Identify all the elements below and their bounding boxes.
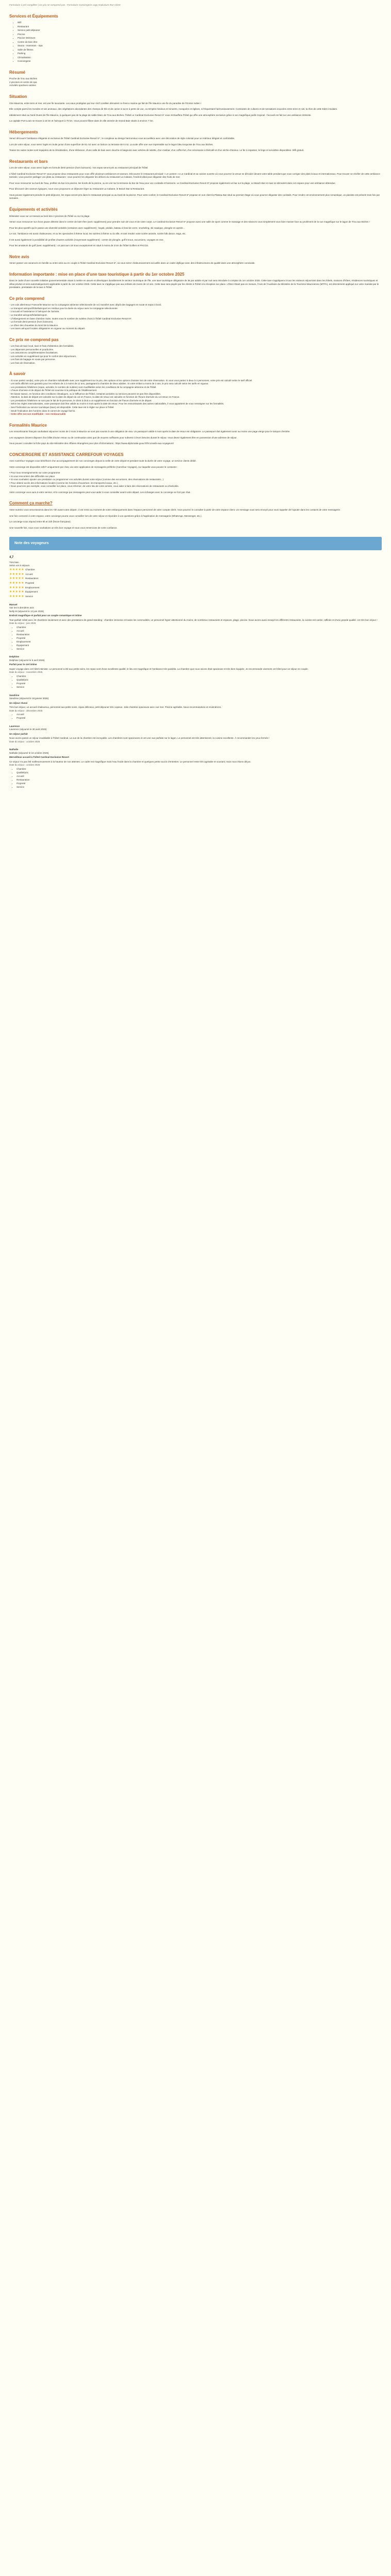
situation-p2: Elle compte parmi les mondes et ses animaux, des végétations abondantes des champs de thé et de canne à sucre à perte de vue, ou temples hindous et minarets, mosquées et églises, si fréquentant harmonieusement. Contrastes de cultures et de sensations inoucées entre terre et ciel, la rêve de cette Eden insulaire. xyxy=(9,108,338,111)
review-date: Date du séjour : juin 2026 xyxy=(9,622,36,625)
savoir-list xyxy=(9,379,382,413)
equip-p4: Le soir, l'ambiance est aussi chaleureuse, et ou les spectacles à thème local, les soirées à thème ou la ville, et tant rendez votre soirée animée, soirée folk dance, sega, etc. xyxy=(9,232,186,235)
review-criteria xyxy=(9,713,382,720)
star-rating-icon: ★★★★★ xyxy=(9,590,25,594)
savoir-item: - Seul l'indication au service touristique (taxe) est disponible. Cette taxe est à régler sur place à l'hôtel. xyxy=(9,405,115,409)
formalites-p2: Les voyageurs doivent disposer d'un billet d'avion retour ou de continuation ainsi que de moyens suffisants pour subvenir à leurs besoins durant le séjour. Vous devez également être en possession d'une adresse de séjour. xyxy=(9,436,237,439)
exclus-item: - Les assurances complémentaires facultatives. xyxy=(9,351,58,354)
savoir-item: - Si vous partez seul(e), votre prix en chambre individuelle avec une supplément sur le prix, des options et les options choisies lors de votre réservation. Si vous vous partez à deux à 4 personnes, votre pris est calculé selon le tarif officiel. xyxy=(9,379,253,382)
review-text: Nous avons passé un séjour inoubliable à l'hôtel Cardinal. La vue de la chambre est incroyable. Les chambres sont spacieuses et ont une vue parfaite sur le lagon. Le personnel est très attentionné, la cuisine excellente. À recommander les yeux fermés ! xyxy=(9,737,270,740)
savoir-item: - L'heure d'arrivée et de départ de l'hôtel est soumise à la politique de l'établissement. xyxy=(9,389,97,392)
overall-score: 4,7 xyxy=(9,556,14,560)
review-criterion: • Propreté xyxy=(17,717,382,720)
inclus-item: - Les taxes aéroport locales obligatoires en vigueur au moment du départ. xyxy=(9,327,86,330)
equip-title: Équipements et activités xyxy=(9,207,58,212)
howto-link[interactable]: Comment ça marche? xyxy=(9,501,53,506)
savoir-item: - Les tarifs affichés sont garantis pour les enfants de 2 à moins de 12 ans, partageant la chambre de deux adultes. Si votre enfant a moins de 2 ans, le prix sera calculé selon les tarifs en vigueur. xyxy=(9,382,209,385)
criterion-label: Restauration xyxy=(25,577,39,580)
criterion-label: Service xyxy=(25,595,33,598)
review-card xyxy=(9,603,382,651)
service-item: • Wifi xyxy=(18,21,382,25)
hebergement-p2: Lors de votre séjour, vous serez logés en Suite junior d'une superficie de 51 m2 avec un balcon ou terrasse de 6 m2. La suite offre une vue imprenable sur le lagon bleu turquoise de Trou aux Biches. xyxy=(9,143,214,146)
tax-info-p1: Dans le cadre d'une nouvelle initiative gouvernementale visant à mettre en œuvre et développer durablement le secteur touristique de l'île, une taxe touristique obligatoire de 3€ par adulte et par nuit sera introduite à compter du 1er octobre 2025. Cette taxe s'appliquera à tous les visiteurs séjournant dans les hôtels, maisons d'hôtes, résidences touristiques et villas privées et sera automatiquement applicable à partir du 1er octobre 2025. Cette taxe ne s'applique pas aux enfants de moins de 12 ans. Cette taxe sera payée par les clients à l'hôtel à la réception sur place. L'État n'étant pas en mesure, l'Avis de l'Auxiliaire du Ministère de la Tourisme Mauricienne (MTPA), est directement appliqué sur votre mandat par le prestataire, prestataire de la taxe à l'hôtel. xyxy=(9,279,379,289)
criterion-row xyxy=(9,581,382,586)
concierge-item: • Si vous rencontrez des difficultés sur place xyxy=(9,474,55,478)
criterion-label: Équipement xyxy=(25,590,38,594)
resume-item: 2 piscines et centre de spa xyxy=(9,80,37,83)
review-title: Merveilleux accueil à l'hôtel Cardinal Exclusive Resort xyxy=(9,756,69,759)
review-criteria xyxy=(9,626,382,651)
review-date: Date du séjour : octobre 2025 xyxy=(9,740,40,743)
review-criterion: • Chambre xyxy=(17,675,382,679)
concierge-item: • Pour tous renseignements sur votre programme xyxy=(9,471,60,474)
criterion-row xyxy=(9,586,382,590)
situation-p4: La capitale Port-Louis se trouve à 15 km et l'aéroport à 70 km. Vous pouvez flâner dans le ville animée de Grand Baie située à environ 7 km. xyxy=(9,120,154,123)
howto-title xyxy=(9,500,382,506)
review-criterion: • Accueil xyxy=(17,713,382,717)
page xyxy=(9,0,382,798)
exclus-item: - Les frais de taxe local, taxe et frais d'obtention des formalités. xyxy=(9,345,74,348)
star-rating-icon: ★★★★★ xyxy=(9,586,25,589)
notes-p1: Venez passer vos vacances en famille ou entre amis au en couple à l'hôtel Cardinal Exclusive Resort 5*, où vous serez chaleureusement accueillis dans un cadre idyllique avec des infrastructures de qualité dans une atmosphère conviviale. xyxy=(9,262,255,265)
hebergement-p3: Toutes les suites toutes sont équipées de la climatisation, d'une télévision, d'une salle de bain avec douche et baignoire avec articles de toilette, d'un minibar, d'un coffre-fort, d'un nécessaire à thé/café et d'un sèche-cheveux. Le fer à repasser, le linge et serviettes disponibles. Wifi gratuit. xyxy=(9,149,304,152)
review-criteria xyxy=(9,675,382,689)
exclus-item: - Les activités en supplément qui pour le confort des séjourneurs. xyxy=(9,354,77,358)
savoir-alert: - Cette offre est non modifiable - non remboursable xyxy=(9,413,66,416)
review-author: Delphine xyxy=(9,655,20,658)
review-author: Laurence xyxy=(9,724,20,727)
breadcrumb: Formulaire à pré-compléter | Ce prix ne comprend pas : Formulaire Conciergerie Logo Impluvium Run Client xyxy=(9,4,121,6)
resume-item: Activités sportives variées xyxy=(9,84,36,87)
criterion-label: Accueil xyxy=(25,572,33,575)
criterion-row xyxy=(9,568,382,572)
review-criterion: • Emplacement xyxy=(17,640,382,644)
criterion-label: Emplacement xyxy=(25,586,40,589)
situation-title: Situation xyxy=(9,94,27,99)
savoir-item: - En basse saison, en fonction des conditions climatiques, ou à l'affluence de l'hôtel, certaines activités ou services peuvent ne pas être disponibles. xyxy=(9,392,161,395)
savoir-title: À savoir xyxy=(9,371,26,377)
overall-label: Très bien xyxy=(9,561,19,564)
savoir-item: - Les prestations hôtelières ne sont pas le fait de la personne, le client à droit a un supplément en fonction de l'heure d'arrivée et de départ. xyxy=(9,399,152,402)
service-item: • Conciergerie xyxy=(18,60,382,63)
situation-p1: Cite Mauricia, entre terre et mer, est une île luxuriante. Les eaux protégées par leur récif corallien déroulent ce fresco marine qui fait de l'île Maurice une île du paradise de l'Océan Indien ! xyxy=(9,101,202,105)
restaurants-p4: Pour découvrir des saveurs typiques, nous vous proposons un déjeuner léger au restaurant La Cabane, le Beach Bar & Restaurant. xyxy=(9,188,145,191)
review-criteria xyxy=(9,768,382,789)
resume-item: Proche de Trou aux Biches xyxy=(9,77,38,80)
review-title: Un séjour réussi xyxy=(9,701,28,704)
inclus-item: - Le dîner des chouettes du Nord de la Maurice. xyxy=(9,324,59,327)
exclus-list xyxy=(9,345,382,365)
review-text: Tout parfait! Hôtel avec 33 chambres seulement et avec des prestations de grand standing : chambre immense et toutes les commodités, un personnel hyper attentionné du moins, de nombreux restaurants et espaces, plage, piscine. Nous avons aussi essayé les différents restaurants, la cuisine est variée, raffinée et d'une grande qualité. Un très bon séjour ! xyxy=(9,618,378,621)
savoir-item: - Les prestations hôtelières (repas, activités, le nombre de nuitées) sont modifiables selon les conditions de la compagnie aérienne et de l'hôtel. xyxy=(9,385,157,388)
review-card xyxy=(9,725,382,744)
resume-title: Résumé xyxy=(9,70,26,75)
inclus-item: - Le transport aéroport/hôtel/aéroport en minibus pour la durée du séjour avec la compagnie sélectionnée. xyxy=(9,307,118,310)
howto-p2: Une fois connecté à votre espace, votre concierge pourra vous conseiller lors de votre séjour et répondre à vos questions grâce à l'application de messagerie (WhatsApp, Messenger, etc.). xyxy=(9,514,202,517)
reviews-list xyxy=(9,603,382,789)
inclus-title: Ce prix comprend xyxy=(9,296,45,301)
review-criterion: • Chambre xyxy=(17,626,382,630)
service-item: • Salle de fitness xyxy=(18,48,382,52)
concierge-item: • Pour obtenir accès des informations locales (comme les horaires d'ouverture, les transports locaux, etc.) xyxy=(9,481,118,484)
savoir-item: - Selon les règles internationales, votre passeport doit être valide au moins 6 mois après la date de retour. Pour les ressortissants des autres nationalités, il vous appartient de vous renseigner sur les formalités. xyxy=(9,402,224,405)
review-author: Sandrine xyxy=(9,693,20,697)
resume-list xyxy=(9,77,382,88)
equip-p1: Détendez-vous sur un transat au bord des 2 piscines de l'hôtel ou sur la plage. xyxy=(9,214,90,217)
exclus-title: Ce prix ne comprend pas xyxy=(9,337,59,342)
inclus-list xyxy=(9,303,382,330)
review-date: Date du séjour : novembre 2025 xyxy=(9,671,43,674)
review-criterion: • Service xyxy=(17,686,382,689)
star-rating-icon: ★★★★★ xyxy=(9,572,25,576)
equip-p6: Pour les amateurs de golf (avec supplément) : un parcours 18 trous exceptionnel en situé à moins de 3 km de l'hôtel Golfers et PACGS. xyxy=(9,244,149,247)
equip-p2: Venez vous ressourcer sur d'une pause détente dans le centre de bien-être (avec supplément) pour prendre soin de vous et de votre corps. Le Cardinal Exclusive Resort 5* propose aussi une salle de sport comme le massage et des séances vous simplement vous faire masser face au prolément de la vue magnifique sur le lagon de Trou aux Biches ! xyxy=(9,221,370,224)
concierge-p2: Votre concierge est disponible 24h/7 uniquement par chat, via votre application de messagerie préférée (Carrefour Voyages), sur laquelle vous pouvez le contacter : xyxy=(9,465,178,468)
savoir-item: - Seule l'indication des horaires dans le carnet de voyage fait foi. xyxy=(9,409,76,412)
review-criterion: • Service xyxy=(17,786,382,789)
service-item: • Restaurant xyxy=(18,25,382,29)
formalites-p1: Les ressortissants français souhaitant séjourner moins de 3 mois à Maurice ne sont pas soumis à une obligation de visa. Un passeport valide 6 mois après la date de retour est obligatoire. Le passeport doit également avoir au moins une page vierge pour le tampon d'entrée. xyxy=(9,430,290,433)
service-item: • Service petit déjeuner xyxy=(18,29,382,32)
criterion-row xyxy=(9,577,382,581)
savoir-item: - Attention, la date de départ est calculée sur la date de départ du vol en France, la date de retour est calculée en fonction de l'heure d'arrivée du vol retour en France. xyxy=(9,396,180,399)
overall-basis: Selon vos 5 séjours xyxy=(9,564,30,567)
criterion-row xyxy=(9,572,382,577)
inclus-item: - La formule demi-pension (hors boissons). xyxy=(9,320,54,324)
review-author: Nathalie xyxy=(9,748,19,751)
review-date: Date du séjour : octobre 2025 xyxy=(9,764,40,767)
criterion-label: Propreté xyxy=(25,581,35,584)
restaurants-p3: Pour vous ressourcer au bord de l'eau, profitez du bar à la piscine, les bords de la piscine, ou en voir sur la terrasse du bar de l'eau pour vos cocktails et boissons. Le Cardinal Exclusive Resort 5* propose également un bar sur la plage, Le Beach Bar et mais se déroulent dans cet espace pour une ambiance détendue. xyxy=(9,181,336,184)
review-criterion: • Restauration xyxy=(17,633,382,637)
review-card xyxy=(9,655,382,689)
service-item: • Parking xyxy=(18,52,382,56)
concierge-p1: Avec Carrefour Voyages vous bénéficiez d'un accompagnement de nos concierges depuis la veille de votre départ et pendant toute la durée de votre voyage, un service clients dédié. xyxy=(9,460,197,463)
review-criterion: • Propreté xyxy=(17,637,382,640)
restaurants-p5: Vous pouvez également prendre le petit-déjeuner, les repas seront pris dans le restaurant principal ou au bord de la piscine. Pour votre confort, le Cardinal Exclusive Resort 5* propose en son client la Plateau Bar situé au premier étage où vous pourrez déguster des cocktails. Pour rendre cet environnement plus romantique, un pianiste est présent trois fois par semaine. xyxy=(9,193,380,200)
inclus-item: - Les vols aller/retour France/Ile Maurice sur la compagnie aérienne sélectionnée de vol, transfert avec dépôt des bagages en soute et repas à bord. xyxy=(9,303,162,307)
restaurants-p2: L'hôtel Cardinal Exclusive Resort 5* vous propose deux restaurants pour vous offrir plusieurs ambiances et saveurs. Découvrez le restaurant principal « Le Lantern »o Le Cardinal et sa cuisine ouverte où vous pourrez la venue se dérouler devant votre table pendant que vous corrigez des plats locaux et internationaux. Pour trouver se révéler de cette ambiance tamisée, vous pourrez partager vos plats au restaurant ; vous pourrez les déguster les délices du restaurant La Cabane, l'endroit idéal pour déguster des fruits de mer. xyxy=(9,172,380,179)
formalites-title: Formalités Maurice xyxy=(9,422,47,428)
review-subline: Delphine (séjourné le 5 avril 2026) xyxy=(9,658,45,662)
review-text: Super voyage dans cet hôtel intimiste. Le personnel a été aux petits soins, les repas sont d'une excellente qualité, le lieu est magnifique et l'ambiance très paisible. La chambre que nous avions était spacieuse et très bien équipée. Je recommande vivement cet hôtel pour un séjour en couple. xyxy=(9,667,308,670)
overall-rating xyxy=(9,555,382,599)
criterion-label: Chambre xyxy=(25,568,35,571)
equip-p5: Il est aussi également à possibilité de profiter d'autres activités (moyennant supplément) : centre de plongée, golf 8 trous, excursions, voyages en mer. xyxy=(9,238,164,241)
review-count-link: Voir les 5 dernières avis xyxy=(9,606,34,609)
review-criterion: • Propreté xyxy=(17,782,382,786)
equip-p3: Pour les plus sportifs qui le passe une diversité activités (certaines avec supplément) : kayak, pédalo, bateau à fond de verre, snorkeling, ski nautique, plongée en apnée... xyxy=(9,226,185,229)
criterion-row xyxy=(9,590,382,595)
review-date: Date du séjour : décembre 2025 xyxy=(9,709,43,712)
service-item: • Piscine intérieure xyxy=(18,37,382,40)
review-criterion: • Accueil xyxy=(17,775,382,778)
notes-title: Notre avis xyxy=(9,254,29,259)
service-item: • Centre de bien être xyxy=(18,41,382,44)
review-subline: Nathalie (séjourné le 16 octobre 2025) xyxy=(9,751,49,754)
reviews-banner: Note des voyageurs xyxy=(9,537,382,550)
review-title: Un séjour parfait xyxy=(9,732,28,735)
review-card xyxy=(9,694,382,720)
concierge-title: CONCIERGERIE ET ASSISTANCE CARREFOUR VOYAGES xyxy=(9,452,124,457)
howto-p4: Une nouvelle fois, nous vous souhaitons un très bon voyage et nous vous remercions de votre confiance. xyxy=(9,526,118,529)
star-rating-icon: ★★★★★ xyxy=(9,568,25,571)
review-subline: Nelly M (séjourné le 12 juin 2026) xyxy=(9,609,44,613)
overall-criteria xyxy=(9,568,382,599)
review-text: Ce séjour n'a pas été malheureusement à la hauteur de nos attentes. Le cadre est magnifique mais l'eau froide dans la chambre et quelques petits soucis d'entretien. Le personnel reste très agréable et souriant, mais nous étions déçus. xyxy=(9,760,251,763)
review-title: Parfait pour le ciel intime xyxy=(9,663,37,666)
review-criterion: • Service xyxy=(17,648,382,651)
review-subline: Sandrine (séjourné le 18 janvier 2026) xyxy=(9,697,49,700)
howto-p3: Le concierge vous répond entre 8h et 22h (heure française). xyxy=(9,520,71,523)
concierge-list xyxy=(9,471,382,485)
services-list xyxy=(9,21,382,63)
exclus-item: - Les frais de réservation. xyxy=(9,361,36,364)
concierge-p3: • Nous pourrons par exemple, vous conseiller sur place, vous informer, de votre lieu de votre arrivée, vous aider à faire des réservations de restaurants ou d'activités. xyxy=(9,485,179,488)
concierge-p4: Votre concierge vous aura à votre service, et le concierge par messagerie peut vous aider à vous conseiller avant votre départ. Les échanges avec le concierge se font par chat. xyxy=(9,490,191,494)
review-title: Endroit magnifique et parfait pour un couple romantique et intime xyxy=(9,614,82,617)
formalites-p3: Vous pouvez consulter la fiche pays du site Ministère des Affaires étrangères pour plus d'informations : https://www.diplomatie.gouv.fr/fr/conseils-aux-voyageurs/ xyxy=(9,442,174,445)
service-item: • Climatisation xyxy=(18,56,382,60)
criterion-row xyxy=(9,595,382,599)
howto-p1: Votre numéro vous sera transmis dans les 72h avant votre départ ; il est remis au moment de votre embarquement dans l'espace personnel de votre compte client. Vous pourrez le consulter à partir de votre espace client. Un message vous sera envoyé pour vous rappeler de l'ajouter dans les contacts de votre messagerie. xyxy=(9,508,341,511)
review-card xyxy=(9,748,382,789)
concierge-item: • Si vous souhaitez ajouter une prestation ou programmer vos activités durant votre séjour (comme des excursions, des réservations de restaurants...) xyxy=(9,478,164,481)
restaurants-p1: Lors de votre séjour, vous serez logés en formule demi-pension (hors boissons). Vos repas seront pris au restaurant principal de l'hôtel. xyxy=(9,166,149,170)
inclus-item: - Le transfert aéroport/hôtel/aéroport. xyxy=(9,314,47,316)
hebergement-p1: Venez découvrir l'ambiance élégante et exclusive de l'hôtel Cardinal Exclusive Resort 5* ; le complexe au design harmonieux vous accueillera avec une décoration de style colonial pour un intérieur élégant et confortable. xyxy=(9,137,235,140)
review-criterion: • Qualité/prix xyxy=(17,771,382,775)
inclus-item: - L'accueil et l'assistance à l'aéroport de l'arrivée. xyxy=(9,310,60,313)
star-rating-icon: ★★★★★ xyxy=(9,577,25,581)
services-title: Services et Équipements xyxy=(9,13,58,19)
hebergement-title: Hébergements xyxy=(9,129,38,134)
service-item: • Piscine xyxy=(18,33,382,37)
review-criterion: • Qualité/prix xyxy=(17,679,382,682)
review-text: Très bon séjour, un accueil chaleureux, personnel aux petits soins, repas délicieux, petit déjeuner très copieux. Jolie chambre spacieuse avec vue mer. Piscine agréable. Nous recommandons et reviendrons. xyxy=(9,706,222,709)
review-criterion: • Accueil xyxy=(17,630,382,633)
tax-info-title: Information importante : mise en place d'une taxe touristique à partir du 1er octobre 2025 xyxy=(9,272,185,277)
situation-p3: Idéalement situé au Nord-Ouest de l'île Maurice, à quelques pas de la plage de sable blanc de Trou-aux-Biches, l'hôtel Le Cardinal Exclusive Resort 5* vous réchauffera l'hôtel qui offre une atmosphère exclusive grâce à son magnifique jardin tropical - l'accueil est fait sur une ambiance intimiste. xyxy=(9,113,312,116)
star-rating-icon: ★★★★★ xyxy=(9,595,25,599)
review-criterion: • Équipement xyxy=(17,644,382,648)
exclus-item: - Les dépenses personnelles et pourboires. xyxy=(9,348,54,351)
review-author: Manuel xyxy=(9,603,18,606)
review-criterion: • Propreté xyxy=(17,682,382,686)
star-rating-icon: ★★★★★ xyxy=(9,581,25,585)
service-item: • Sauna - Hammam - Spa xyxy=(18,44,382,48)
review-criterion: • Restauration xyxy=(17,778,382,782)
inclus-item: - L'hébergement en base chambre Suite, toutes vous le nombre de nuitées choisi à l'hôtel Cardinal Exclusive Resort 5*. xyxy=(9,317,132,320)
review-subline: Laurence (séjourné le 30 août 2025) xyxy=(9,728,47,731)
review-criterion: • Chambre xyxy=(17,768,382,771)
restaurants-title: Restaurants et bars xyxy=(9,159,48,164)
exclus-item: - Les frais de bagage en soute par personne. xyxy=(9,358,56,361)
